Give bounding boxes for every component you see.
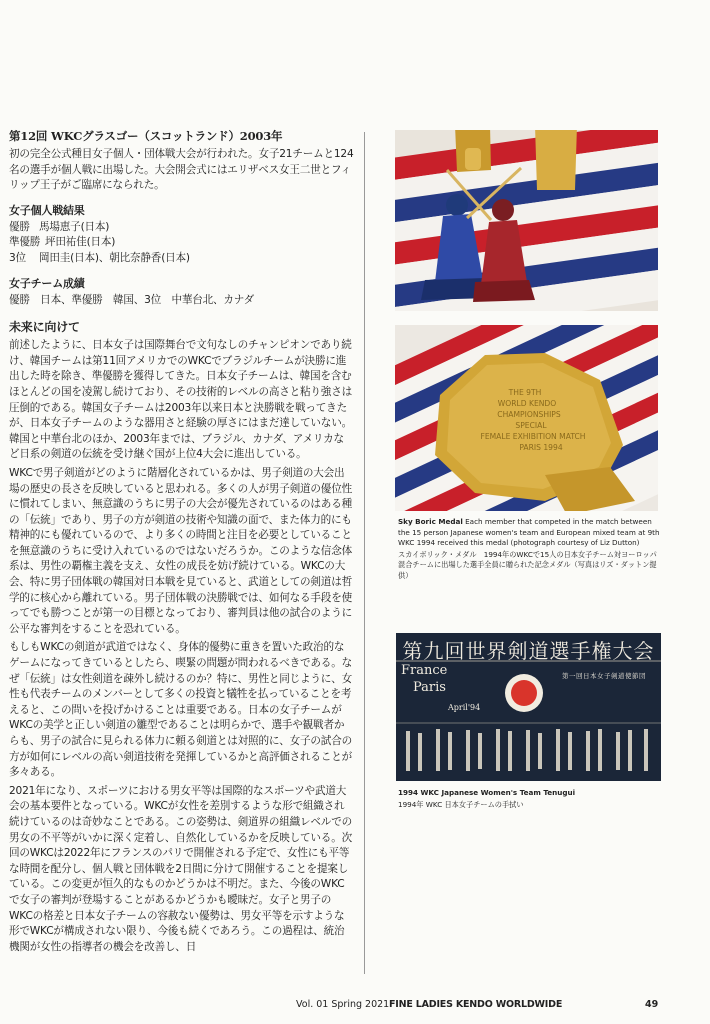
medal-front-photo	[395, 130, 658, 311]
medal-caption	[398, 517, 660, 581]
medal-caption-jp: スカイボリック・メダル 1994年のWKCで15人の日本女子チーム対ヨーロッパ混合チームに出場した選手全員に贈られた記念メダル（写真はリズ・ダットン提供）	[398, 549, 657, 580]
body-paragraph: 前述したように、日本女子は国際舞台で文句なしのチャンピオンであり続け、韓国チームは第11回アメリカでのWKCでブラジルチームが決勝に進出した時を除き、準優勝を獲得してきた。日本女子チームは、韓国を含むほとんどの国を凌駕し続けており、その技術的レベルの高さと粘り強さは圧倒的である。韓国女子チームは2003年以来日本と決勝戦を戦ってきたが、日本女子チームのような器用さと経験の厚さにはまだ達していない。韓国と中華台北のほか、2003年までは、ブラジル、カナダ、アメリカなど日系の剣道の伝統を受け継ぐ国が上位4大会に進出している。	[9, 339, 352, 461]
result-rank: 優勝	[9, 220, 30, 233]
result-rank: 3位	[9, 251, 26, 264]
engraving-line-6: PARIS 1994	[519, 443, 563, 452]
result-row	[9, 220, 354, 236]
page-number: 49	[645, 999, 659, 1010]
intro-2003: 初の完全公式種目女子個人・団体戦大会が行われた。女子21チームと124名の選手が個人戦に出場した。大会開会式にはエリザベス女王二世とフィリップ王子がご臨席になられた。	[9, 148, 354, 192]
individual-results-heading: 女子個人戦結果	[9, 203, 85, 217]
result-name: 岡田圭(日本)、朝比奈静香(日本)	[39, 251, 190, 264]
engraving-line-1: THE 9TH	[508, 388, 542, 397]
column-divider	[364, 132, 365, 974]
team-results-heading: 女子チーム成績	[9, 276, 85, 290]
future-heading: 未来に向けて	[9, 320, 80, 335]
tenugui-france: France	[401, 663, 448, 678]
footer-volume: Vol. 01 Spring 2021	[296, 999, 390, 1010]
medal-caption-title: Sky Boric Medal	[398, 517, 463, 526]
engraving-line-4: SPECIAL	[515, 421, 547, 430]
result-name: 坪田祐佳(日本)	[45, 236, 116, 249]
body-paragraph: WKCで男子剣道がどのように階層化されているかは、男子剣道の大会出場の歴史の長さを反映していると思われる。多くの人が男子剣道の優位性に慣れてしまい、無意識のうちに男子の大会が優先されているのはある種の「伝統」であり、男子の方が剣道の技術や知識の面で、また体力的にも精神的にも優れているので、より多くの時間と注目を必要としていることを無意識のうちに受け入れているのではないだろうか。このような信念体系は、男性の覇権主義を支え、女性の成長を妨げ続けている。WKCの大会、特に男子団体戦の韓国対日本戦を見ていると、武道としての剣道は哲学的に核心から離れている。男子団体戦の決勝戦では、如何なる手段を使ってでも勝つことが第一の目標となっており、審判員は他の試合のように公平な審判をすることを恐れている。	[9, 466, 352, 635]
medal-caption-text: Each member that competed in the match between the 15 person Japanese women's team and European mixed team at 9th WKC 1994 received this medal (photograph courtesy of Liz Dutton)	[398, 517, 660, 547]
medal-engraved-photo	[395, 325, 658, 511]
engraving-line-3: CHAMPIONSHIPS	[497, 410, 561, 419]
heading-2003: 第12回 WKCグラスゴー（スコットランド）2003年	[9, 129, 283, 143]
article-column	[9, 128, 354, 955]
sun-disc-icon	[511, 680, 537, 706]
body-paragraph: 2021年になり、スポーツにおける男女平等は国際的なスポーツや武道大会の基本要件となっている。WKCが女性を差別するような形で組織され続けているのは奇妙なことである。この姿勢は、剣道界の組織レベルでの男女の不平等がいかに深く定着し、自然化しているかを反映している。次回のWKCは2022年にフランスのパリで開催される予定で、女性にも平等な時間を配分し、個人戦と団体戦を2日間に分けて開催することを提案している。この変更が恒久的なものかどうかは不明だ。また、今後のWKCで女子の審判が登場することがあるかどうかも曖昧だ。女子と男子のWKCの格差と日本女子チームの容赦ない優勢は、男女平等を示すような形でWKCが構成されない限り、今後も続くであろう。この過程は、統治機関が女性の指導者の機会を改善し、日	[9, 784, 352, 953]
tenugui-caption	[398, 788, 660, 810]
engraving-line-5: FEMALE EXHIBITION MATCH	[480, 432, 586, 441]
medal-caption-en	[398, 517, 660, 549]
tenugui-photo	[396, 633, 661, 781]
tenugui-date: April'94	[448, 703, 481, 712]
tenugui-caption-en: 1994 WKC Japanese Women's Team Tenugui	[398, 788, 576, 797]
result-rank: 準優勝	[9, 236, 41, 249]
result-row	[9, 251, 354, 267]
footer-magazine: FINE LADIES KENDO WORLDWIDE	[389, 999, 563, 1010]
body-paragraph: もしもWKCの剣道が武道ではなく、身体的優勢に重きを置いた政治的なゲームになってきているとしたら、喫緊の問題が問われるべきである。なぜ「伝統」は女性剣道を疎外し続けるのか？特に、男性と同じように、女性も代表チームのメンバーとして多くの投資と犠牲を払っていることを考えると、この問いを投げかけることは重要である。日本の女子チームがWKCの美学と正しい剣道の雛型であることは明らかで、選手や観戦者からも、男子の試合に見られる体力に頼る剣道とは対照的に、女子の試合の方が如何にレベルの高い剣道技術を発揮しているかと高評価されることが多々ある。	[9, 641, 352, 779]
tenugui-subtitle: 第一回日本女子剣道使節団	[562, 672, 646, 680]
sun-ring-icon	[505, 674, 543, 712]
engraving-line-2: WORLD KENDO	[497, 399, 557, 408]
tenugui-title: 第九回世界剣道選手権大会	[402, 639, 655, 663]
result-row	[9, 235, 354, 251]
team-results: 優勝 日本、準優勝 韓国、3位 中華台北、カナダ	[9, 293, 255, 306]
result-name: 馬場恵子(日本)	[39, 220, 110, 233]
tenugui-caption-jp: 1994年 WKC 日本女子チームの手拭い	[398, 799, 524, 809]
tenugui-paris: Paris	[413, 680, 446, 695]
